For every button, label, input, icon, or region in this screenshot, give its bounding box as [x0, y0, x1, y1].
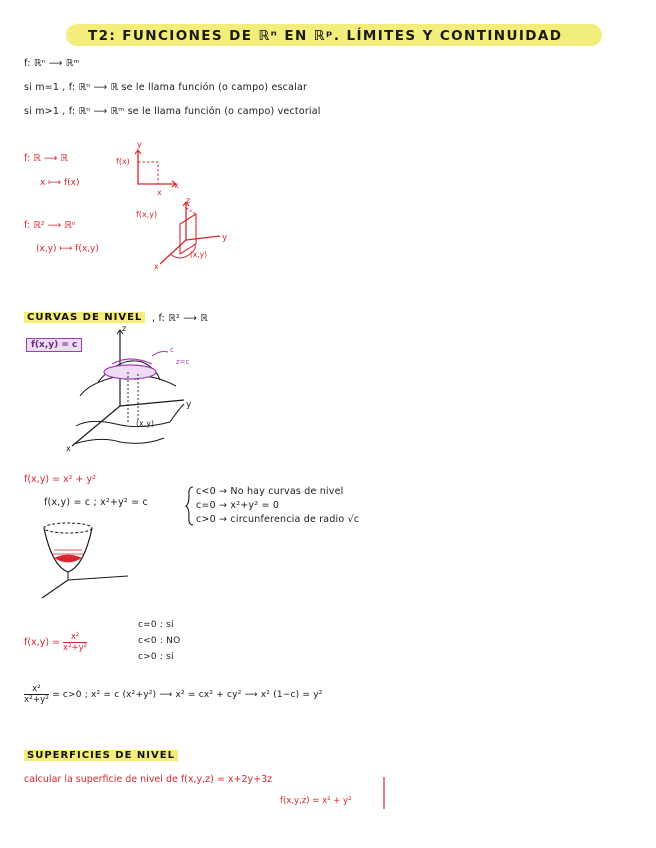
superficies-line-2: f(x,y,z) = x² + y² [280, 796, 352, 806]
sq-case-3: c>0 → circunferencia de radio √c [196, 514, 360, 525]
frac-case-3: c>0 : sí [138, 652, 174, 662]
ex1-assign: x ⟼ f(x) [40, 178, 80, 188]
intro-line-2: si m=1 , f: ℝⁿ ⟶ ℝ se le llama función (o campo) escalar [24, 82, 308, 93]
frac-denominator: x²+y² [63, 643, 88, 653]
derivation-rest: = c>0 ; x² = c (x²+y²) ⟶ x² = cx² + cy² ⟶ x² (1−c) = y² [52, 690, 323, 700]
curvas-map: , f: ℝ² ⟶ ℝ [152, 313, 208, 324]
curvas-y-axis-label: y [186, 400, 192, 410]
derivation-line [24, 684, 323, 705]
ex1-x-tick-label: x [157, 188, 162, 197]
sq-cases-brace [186, 486, 194, 526]
superficies-heading-text: SUPERFICIES DE NIVEL [24, 750, 178, 761]
ex1-fx-label: f(x) [116, 157, 130, 166]
ex2-fxy-label: f(x,y) [136, 210, 158, 219]
superficies-brace [382, 776, 388, 810]
paraboloid-sketch [38, 520, 130, 600]
frac-case-2: c<0 : NO [138, 636, 181, 646]
intro-line-1: f: ℝⁿ ⟶ ℝᵐ [24, 58, 80, 69]
ex2-z-axis-label: z [186, 196, 191, 205]
frac-func [24, 632, 87, 653]
ex1-y-axis-label: y [137, 140, 142, 149]
ex2-assign: (x,y) ⟼ f(x,y) [36, 244, 99, 254]
sq-func: f(x,y) = x² + y² [24, 474, 96, 485]
curvas-heading-text: CURVAS DE NIVEL [24, 312, 145, 323]
derivation-denominator: x²+y² [24, 695, 49, 705]
frac-fraction [63, 632, 87, 653]
curvas-z-axis-label: z [122, 324, 127, 333]
superficies-heading [24, 750, 178, 761]
sq-case-1: c<0 → No hay curvas de nivel [196, 486, 344, 497]
level-curve-surface-sketch [60, 326, 190, 454]
sq-equation: f(x,y) = c ; x²+y² = c [44, 497, 148, 508]
frac-lhs: f(x,y) = [24, 637, 61, 648]
curvas-point-label: (x,y) [136, 419, 155, 428]
ex2-3d-axes-sketch [150, 198, 222, 270]
curvas-heading [24, 312, 145, 323]
frac-case-1: c=0 : sí [138, 620, 174, 630]
superficies-line-1: calcular la superficie de nivel de f(x,y,z) = x+2y+3z [24, 774, 273, 785]
ex2-point-label: (x,y) [190, 250, 208, 259]
ex1-map: f: ℝ ⟶ ℝ [24, 153, 68, 164]
derivation-numerator: x² [24, 684, 49, 695]
ex1-x-axis-label: x [174, 181, 179, 190]
sq-case-2: c=0 → x²+y² = 0 [196, 500, 280, 511]
curvas-x-axis-label: x [66, 444, 71, 453]
frac-numerator: x² [63, 632, 87, 643]
curvas-zc-label: z=c [176, 358, 190, 366]
ex1-axes-sketch [130, 148, 180, 190]
derivation-fraction [24, 684, 49, 705]
intro-line-3: si m>1 , f: ℝⁿ ⟶ ℝᵐ se le llama función (o campo) vectorial [24, 106, 321, 117]
ex2-map: f: ℝ² ⟶ ℝⁿ [24, 220, 76, 231]
curvas-boxed-text: f(x,y) = c [26, 338, 82, 352]
ex2-x-axis-label: x [154, 262, 159, 271]
curvas-c-label: c [170, 346, 174, 354]
page-title: T2: FUNCIONES DE ℝⁿ EN ℝᵖ. LÍMITES Y CONTINUIDAD [88, 28, 563, 44]
ex2-y-axis-label: y [222, 233, 228, 243]
